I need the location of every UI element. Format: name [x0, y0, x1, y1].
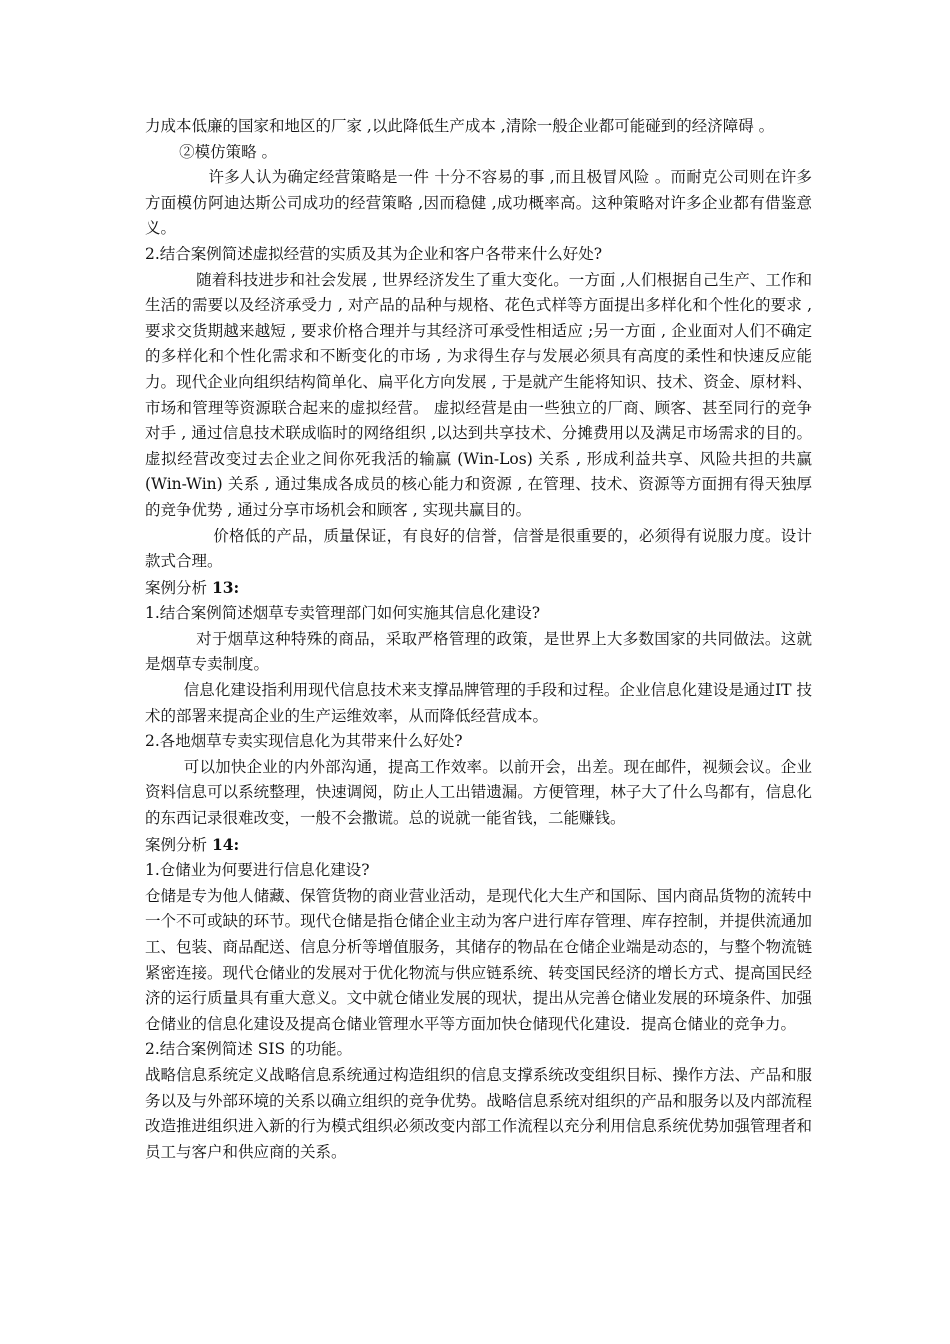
question-tobacco-informatization: 1.结合案例简述烟草专卖管理部门如何实施其信息化建设? — [145, 604, 541, 623]
case-title-prefix: 案例分析 — [145, 835, 212, 854]
paragraph-informatization-definition: 信息化建设指利用现代信息技术来支撑品牌管理的手段和过程。企业信息化建设是通过IT 技术的部署来提高企业的生产运维效率，从而降低经营成本。 — [145, 681, 812, 725]
question-sis: 2.结合案例简述 SIS 的功能。 — [145, 1040, 353, 1059]
question-warehousing: 1.仓储业为何要进行信息化建设? — [145, 861, 370, 880]
question-tobacco-benefits: 2.各地烟草专卖实现信息化为其带来什么好处? — [145, 732, 463, 751]
document-page — [145, 114, 812, 1165]
case-number: 14: — [211, 834, 240, 854]
paragraph-virtual-operation: 随着科技进步和社会发展 , 世界经济发生了重大变化。一方面 ,人们根据自己生产、工作和生活的需要以及经济承受力 , 对产品的品种与规格、花色式样等方面提出多样化和个性化的要求 , 要求交货期越来越短 , 要求价格合理并与其经济可承受性相适应 ;另一方面 , 企业面对人们不确定的多样化和个性化需求和不断变化的市场 , 为求得生存与发展必须具有高度的柔性和快速反应能力。现代企业向组织结构简单化、扁平化方向发展 , 于是就产生能将知识、技术、资金、原材料、市场和管理等资源联合起来的虚拟经营。 虚拟经营是由一些独立的厂商、顾客、甚至同行的竞争对手 , 通过信息技术联成临时的网络组织 ,以达到共享技术、分摊费用以及满足市场需求的目的。虚拟经营改变过去企业之间你死我活的输赢 (Win-Los) 关系 , 形成利益共享、风险共担的共赢 (Win-Win) 关系 , 通过集成各成员的核心能力和资源 , 在管理、技术、资源等方面拥有得天独厚的竞争优势 , 通过分享市场机会和顾客 , 实现共赢目的。 — [145, 270, 812, 519]
paragraph-imitation-strategy: 许多人认为确定经营策略是一件 十分不容易的事 ,而且极冒风险 。而耐克公司则在许多方面模仿阿迪达斯公司成功的经营策略 ,因而稳健 ,成功概率高。这种策略对许多企业都有借鉴意义。 — [145, 168, 812, 238]
paragraph-tobacco-monopoly: 对于烟草这种特殊的商品，采取严格管理的政策，是世界上大多数国家的共同做法。这就是烟草专卖制度。 — [145, 629, 812, 674]
case-title-prefix: 案例分析 — [145, 578, 212, 597]
paragraph-cost-reduction: 力成本低廉的国家和地区的厂家 ,以此降低生产成本 ,清除一般企业都可能碰到的经济障碍 。 — [145, 117, 775, 135]
case-title-13 — [145, 575, 812, 602]
heading-imitation-strategy: ②模仿策略 。 — [179, 142, 278, 161]
paragraph-warehousing: 仓储是专为他人储藏、保管货物的商业营业活动，是现代化大生产和国际、国内商品货物的流转中一个不可或缺的环节。现代仓储是指仓储企业主动为客户进行库存管理、库存控制，并提供流通加工、包装、商品配送、信息分析等增值服务，其储存的物品在仓储企业端是动态的，与整个物流链紧密连接。现代仓储业的发展对于优化物流与供应链系统、转变国民经济的增长方式、提高国民经济的运行质量具有重大意义。文中就仓储业发展的现状，提出从完善仓储业发展的环境条件、加强仓储业的信息化建设及提高仓储业管理水平等方面加快仓储现代化建设．提高仓储业的竞争力。 — [145, 886, 812, 1033]
case-number: 13: — [211, 577, 240, 597]
paragraph-sis: 战略信息系统定义战略信息系统通过构造组织的信息支撑系统改变组织目标、操作方法、产品和服务以及与外部环境的关系以确立组织的竞争优势。战略信息系统对组织的产品和服务以及内部流程改造推进组织进入新的行为模式组织必须改变内部工作流程以充分利用信息系统优势加强管理者和员工与客户和供应商的关系。 — [145, 1065, 812, 1161]
question-virtual-operation: 2.结合案例简述虚拟经营的实质及其为企业和客户各带来什么好处? — [145, 244, 603, 263]
case-title-14 — [145, 832, 812, 859]
paragraph-low-price: 价格低的产品，质量保证，有良好的信誉，信誉是很重要的，必须得有说服力度。设计款式合理。 — [145, 526, 812, 571]
paragraph-tobacco-benefits: 可以加快企业的内外部沟通，提高工作效率。以前开会，出差。现在邮件，视频会议。企业资料信息可以系统整理，快速调阅，防止人工出错遗漏。方便管理，林子大了什么鸟都有，信息化的东西记录很难改变，一般不会撒谎。总的说就一能省钱，二能赚钱。 — [145, 757, 812, 828]
